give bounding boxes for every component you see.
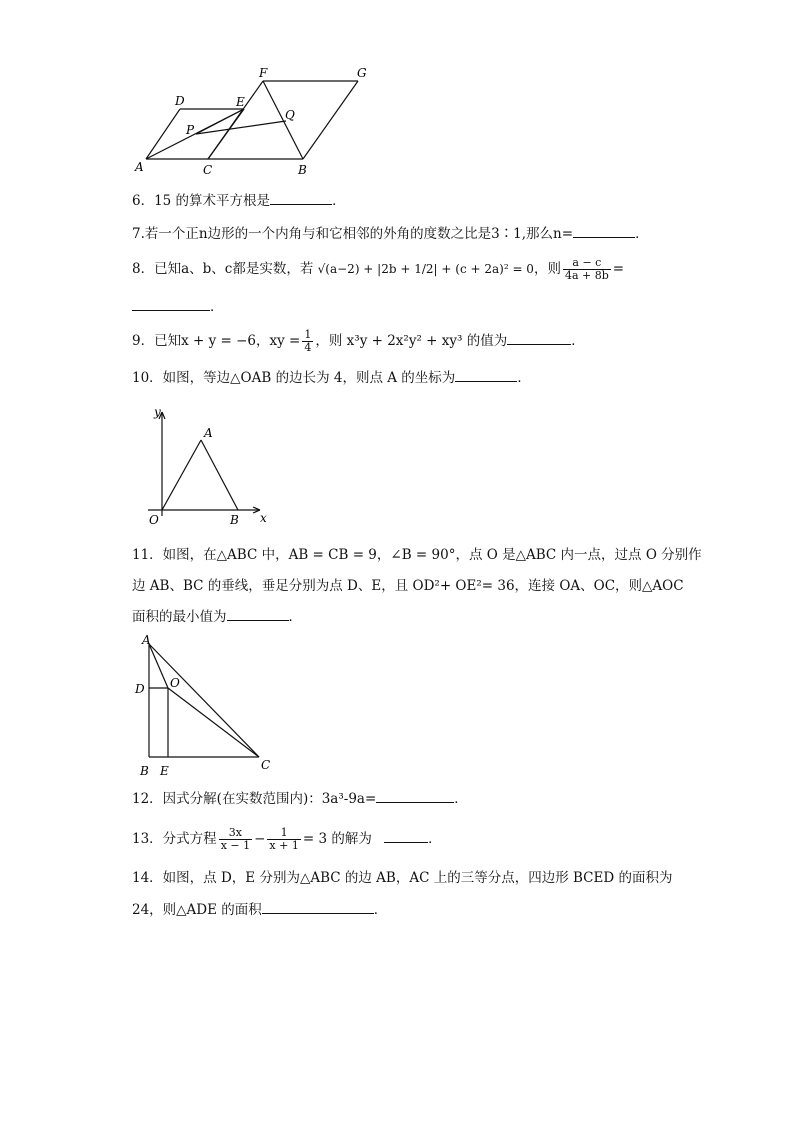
fig3-label-b: B bbox=[140, 764, 149, 778]
q8-end: ． bbox=[210, 299, 224, 315]
q14-line1: 14．如图，点 D，E 分别为△ABC 的边 AB，AC 上的三等分点，四边形 BCED 的面积为 bbox=[132, 870, 673, 886]
q12-end: ． bbox=[454, 791, 468, 807]
q11-answer-blank[interactable] bbox=[227, 608, 289, 621]
q11-line1: 11．如图，在△ABC 中，AB = CB = 9，∠B = 90°，点 O 是△ABC 内一点，过点 O 分别作 bbox=[132, 547, 702, 563]
question-11-line3 bbox=[132, 608, 302, 626]
q14-line2: 24，则△ADE 的面积 bbox=[132, 902, 262, 918]
q13-text-b: = 3 的解为 bbox=[302, 831, 372, 847]
q10-end: ． bbox=[517, 370, 531, 386]
question-11-line2 bbox=[132, 577, 684, 595]
q11-line3: 面积的最小值为 bbox=[132, 609, 227, 625]
question-8-answer bbox=[132, 298, 224, 316]
fig2-label-x: x bbox=[260, 511, 267, 525]
q8-text-a: 8．已知a、b、c都是实数，若 bbox=[132, 261, 314, 277]
fig3-label-d: D bbox=[135, 682, 145, 696]
fig3-label-o: O bbox=[170, 676, 180, 690]
q14-end: ． bbox=[373, 902, 388, 918]
q13-text-a: 13．分式方程 bbox=[132, 831, 217, 847]
q7-end: ． bbox=[635, 226, 649, 242]
figure-coordinate-triangle bbox=[142, 404, 274, 526]
fig3-label-a: A bbox=[142, 633, 151, 647]
q13-minus: − bbox=[254, 831, 266, 847]
fig1-label-a: A bbox=[135, 160, 144, 174]
question-10 bbox=[132, 369, 531, 387]
fig1-label-b: B bbox=[298, 163, 307, 177]
fig1-label-p: P bbox=[186, 123, 195, 137]
fig1-label-e: E bbox=[236, 95, 245, 109]
fig1-label-q: Q bbox=[285, 108, 295, 122]
figure-right-triangle bbox=[132, 632, 282, 782]
fig3-label-e: E bbox=[160, 764, 169, 778]
q9-fraction: $\frac{1}{4}$ bbox=[304, 328, 312, 354]
fig3-label-c: C bbox=[261, 758, 271, 772]
fig2-label-o: O bbox=[149, 513, 159, 526]
q13-fraction-1: $\frac{3x}{x - 1}$ bbox=[220, 826, 251, 852]
q13-fraction-2: $\frac{1}{x + 1}$ bbox=[269, 826, 299, 852]
q9-text-b: ，则 x³y + 2x²y² + xy³ 的值为 bbox=[315, 333, 508, 349]
q7-answer-blank[interactable] bbox=[573, 225, 635, 238]
q9-answer-blank[interactable] bbox=[507, 332, 571, 345]
q11-end: ． bbox=[288, 609, 302, 625]
figure-parallelogram bbox=[128, 64, 378, 180]
question-14-line1 bbox=[132, 869, 672, 887]
question-12 bbox=[132, 790, 468, 808]
q12-answer-blank[interactable] bbox=[376, 790, 454, 803]
q11-line2: 边 AB、BC 的垂线，垂足分别为点 D、E，且 OD²+ OE²= 36，连接 OA、OC，则△AOC bbox=[132, 578, 684, 594]
fig1-label-c: C bbox=[203, 163, 213, 177]
fig2-label-y: y bbox=[154, 405, 161, 419]
q7-text: 7.若一个正n边形的一个内角与和它相邻的外角的度数之比是3∶1,那么n= bbox=[132, 226, 574, 242]
question-13 bbox=[132, 824, 442, 854]
q9-text-a: 9．已知x + y = −6，xy = bbox=[132, 333, 301, 349]
fig2-label-b: B bbox=[230, 513, 239, 526]
q13-end: ． bbox=[428, 831, 442, 847]
fig2-label-a: A bbox=[204, 426, 213, 440]
q8-answer-blank[interactable] bbox=[132, 298, 210, 311]
q12-text: 12．因式分解(在实数范围内)：3a³-9a= bbox=[132, 791, 377, 807]
q8-expression: √(a−2) + |2b + 1/2| + (c + 2a)² = 0 bbox=[317, 262, 534, 276]
q10-answer-blank[interactable] bbox=[455, 369, 517, 382]
question-9 bbox=[132, 326, 585, 356]
fig1-label-g: G bbox=[357, 66, 367, 80]
q8-text-b: ，则 bbox=[533, 261, 561, 277]
q8-equals: = bbox=[612, 261, 625, 277]
q8-fraction: $\frac{a - c}{4a + 8b}$ bbox=[564, 256, 609, 282]
q6-answer-blank[interactable] bbox=[270, 192, 332, 205]
question-6 bbox=[132, 192, 346, 210]
question-14-line2 bbox=[132, 901, 387, 919]
q14-answer-blank[interactable] bbox=[262, 901, 374, 914]
q6-text: 6．15 的算术平方根是 bbox=[132, 193, 271, 209]
q6-end: ． bbox=[332, 193, 346, 209]
question-8 bbox=[132, 256, 624, 282]
fig1-label-f: F bbox=[259, 66, 268, 80]
question-7 bbox=[132, 225, 649, 243]
q13-answer-blank[interactable] bbox=[384, 830, 428, 843]
q9-end: ． bbox=[571, 333, 585, 349]
q10-text: 10．如图，等边△OAB 的边长为 4，则点 A 的坐标为 bbox=[132, 370, 456, 386]
fig1-label-d: D bbox=[175, 94, 185, 108]
question-11-line1 bbox=[132, 546, 702, 564]
